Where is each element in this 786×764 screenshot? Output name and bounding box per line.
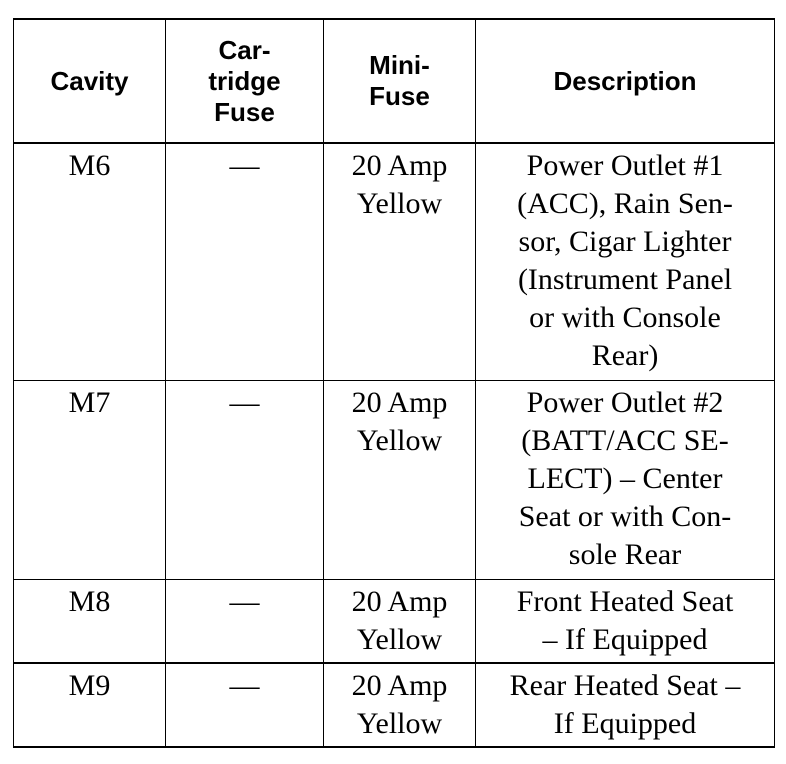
description-line: LECT) – Center — [527, 462, 723, 495]
mini-fuse-line: Yellow — [356, 187, 443, 220]
header-cartridge-line: tridge — [208, 65, 281, 96]
description-line: (ACC), Rain Sen- — [517, 187, 733, 220]
mini-fuse-line: Yellow — [356, 424, 443, 457]
header-cartridge-line: Fuse — [214, 96, 275, 127]
mini-fuse-line: 20 Amp — [351, 669, 448, 702]
description-line: (BATT/ACC SE- — [521, 424, 729, 457]
cavity-value: M6 — [68, 149, 111, 182]
description-line: Front Heated Seat — [516, 585, 734, 618]
mini-fuse-cell — [324, 580, 476, 664]
cartridge-value: — — [229, 669, 260, 702]
table-row — [14, 663, 775, 747]
mini-fuse-line: Yellow — [356, 623, 443, 656]
description-line: Power Outlet #1 — [526, 149, 724, 182]
description-line: or with Console — [529, 301, 721, 334]
header-cavity — [14, 19, 166, 143]
description-line: sole Rear — [568, 538, 682, 571]
header-description-label: Description — [553, 65, 697, 96]
cavity-cell — [14, 143, 166, 381]
table-row — [14, 580, 775, 664]
description-cell — [476, 663, 775, 747]
header-description — [476, 19, 775, 143]
description-line: Rear Heated Seat – — [509, 669, 741, 702]
cavity-cell — [14, 663, 166, 747]
description-line: Rear) — [591, 339, 659, 372]
description-cell — [476, 580, 775, 664]
description-cell — [476, 381, 775, 580]
cavity-value: M7 — [68, 386, 111, 419]
cartridge-cell — [166, 663, 324, 747]
cartridge-cell — [166, 143, 324, 381]
mini-fuse-cell — [324, 381, 476, 580]
description-cell — [476, 143, 775, 381]
description-line: sor, Cigar Lighter — [518, 225, 732, 258]
header-row — [14, 19, 775, 143]
table-row — [14, 143, 775, 381]
cartridge-value: — — [229, 585, 260, 618]
cartridge-cell — [166, 381, 324, 580]
header-cartridge-line: Car- — [218, 34, 271, 65]
description-line: – If Equipped — [542, 623, 708, 656]
cavity-value: M9 — [68, 669, 111, 702]
cavity-cell — [14, 580, 166, 664]
description-line: Power Outlet #2 — [526, 386, 724, 419]
header-cartridge-fuse — [166, 19, 324, 143]
header-mini-line: Mini- — [369, 50, 430, 80]
mini-fuse-line: 20 Amp — [351, 585, 448, 618]
fuse-table — [13, 18, 775, 748]
description-line: If Equipped — [553, 707, 697, 740]
header-mini-fuse — [324, 19, 476, 143]
cavity-value: M8 — [68, 585, 111, 618]
mini-fuse-cell — [324, 143, 476, 381]
mini-fuse-cell — [324, 663, 476, 747]
cavity-cell — [14, 381, 166, 580]
header-mini-line: Fuse — [369, 81, 430, 111]
header-cavity-label: Cavity — [50, 65, 129, 96]
cartridge-value: — — [229, 149, 260, 182]
cartridge-value: — — [229, 386, 260, 419]
mini-fuse-line: 20 Amp — [351, 386, 448, 419]
mini-fuse-line: Yellow — [356, 707, 443, 740]
mini-fuse-line: 20 Amp — [351, 149, 448, 182]
cartridge-cell — [166, 580, 324, 664]
description-line: Seat or with Con- — [518, 500, 732, 533]
description-line: (Instrument Panel — [517, 263, 733, 296]
table-row — [14, 381, 775, 580]
